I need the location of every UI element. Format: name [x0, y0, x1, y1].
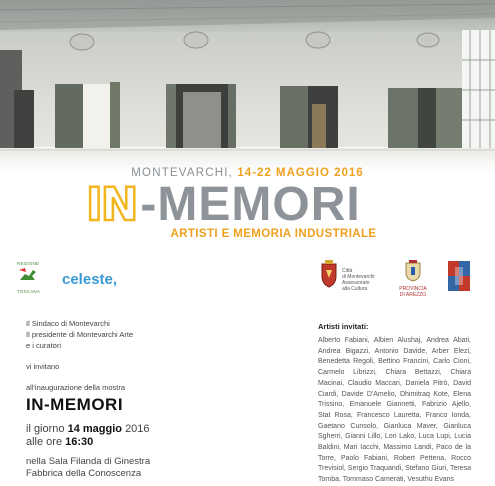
date-prefix: il giorno	[26, 423, 65, 435]
provincia-crest-icon	[405, 260, 421, 282]
date-year: 2016	[125, 423, 150, 435]
time-prefix: alle ore	[26, 436, 63, 448]
provincia-arezzo-logo	[396, 260, 430, 298]
sponsor-logos	[0, 256, 495, 306]
artists-heading: Artisti invitati:	[318, 322, 369, 331]
regione-toscana-logo	[17, 261, 39, 294]
comune-montevarchi-logo	[320, 260, 375, 292]
montevarchi-arte-logo	[448, 261, 470, 296]
place-text: MONTEVARCHI,	[131, 167, 233, 179]
regione-line1: REGIONE	[17, 261, 40, 266]
dates-text: 14-22 MAGGIO 2016	[237, 167, 364, 179]
invitation-line5: all'inaugurazione della mostra	[26, 383, 125, 392]
hero-photo	[0, 0, 495, 172]
invitation-line4: vi invitano	[26, 362, 60, 371]
artists-section	[318, 322, 471, 486]
comune-line2: di Montevarchi	[342, 274, 375, 280]
comune-line1: Città	[342, 268, 353, 274]
crest-icon	[320, 260, 338, 288]
time-value: 16:30	[65, 436, 94, 448]
invitation-line3: e i curatori	[26, 341, 62, 350]
artists-list: Alberto Fabiani, Albien Alushaj, Andrea Abati, Andrea Bigazzi, Antonio Davide, Arber Elezi, Benedetta Regoli, Bettino Francini, Carlo Cioni, Carmelo Librizzi, Chiara Bettazzi, Chiara Macinai, Claudio Maccari, Daniela Pitrò, David Ciardi, Davide D'Amelio, Dhimitraq Kote, Elena Trissino, Emanuele Giannetti, Fabrizio Ajello, Stat Rosa, Francesco Lauretta, Franco Ionda, Gaetano Cunsolo, Gianluca Maver, Gianluca Sgherri, Gianni Lillo, Lori Lako, Luca Lupi, Lucia Baldini, Mari Iacchi, Massimo Landi, Paco de la Torre, Paolo Fabiani, Robert Pettena, Rocco Trevisiol, Sergio Traquandi, Stefano Giuri, Teresa Tomba, Tommaso Camerati, Vesuthu Evans	[318, 337, 471, 484]
pegasus-icon	[17, 266, 39, 284]
date-value: 14 maggio	[67, 423, 122, 435]
invitation-text	[26, 318, 246, 480]
door-2	[166, 84, 236, 156]
title-in: IN	[86, 178, 137, 231]
invitation-line2: Il presidente di Montevarchi Arte	[26, 330, 134, 339]
door-4	[388, 88, 462, 156]
opening-time	[26, 436, 246, 449]
venue-line2: Fabbrica della Conoscenza	[26, 468, 142, 479]
event-logo-title	[86, 178, 361, 231]
opening-date	[26, 423, 246, 436]
door-1	[55, 82, 120, 156]
venue-line1: nella Sala Filanda di Ginestra	[26, 456, 151, 467]
show-title: IN-MEMORI	[26, 395, 124, 414]
door-3	[280, 86, 338, 156]
title-memori: -MEMORI	[140, 178, 361, 231]
provincia-line1: PROVINCIA	[399, 286, 427, 292]
regione-line2: TOSCANA	[17, 289, 41, 294]
comune-line3: Assessorato	[342, 280, 370, 286]
comune-line4: alla Cultura	[342, 286, 368, 292]
celeste-logo: celeste,	[62, 271, 118, 288]
subtitle: ARTISTI E MEMORIA INDUSTRIALE	[170, 228, 377, 240]
provincia-line2: DI AREZZO	[399, 291, 427, 298]
invitation-line1: Il Sindaco di Montevarchi	[26, 319, 110, 328]
